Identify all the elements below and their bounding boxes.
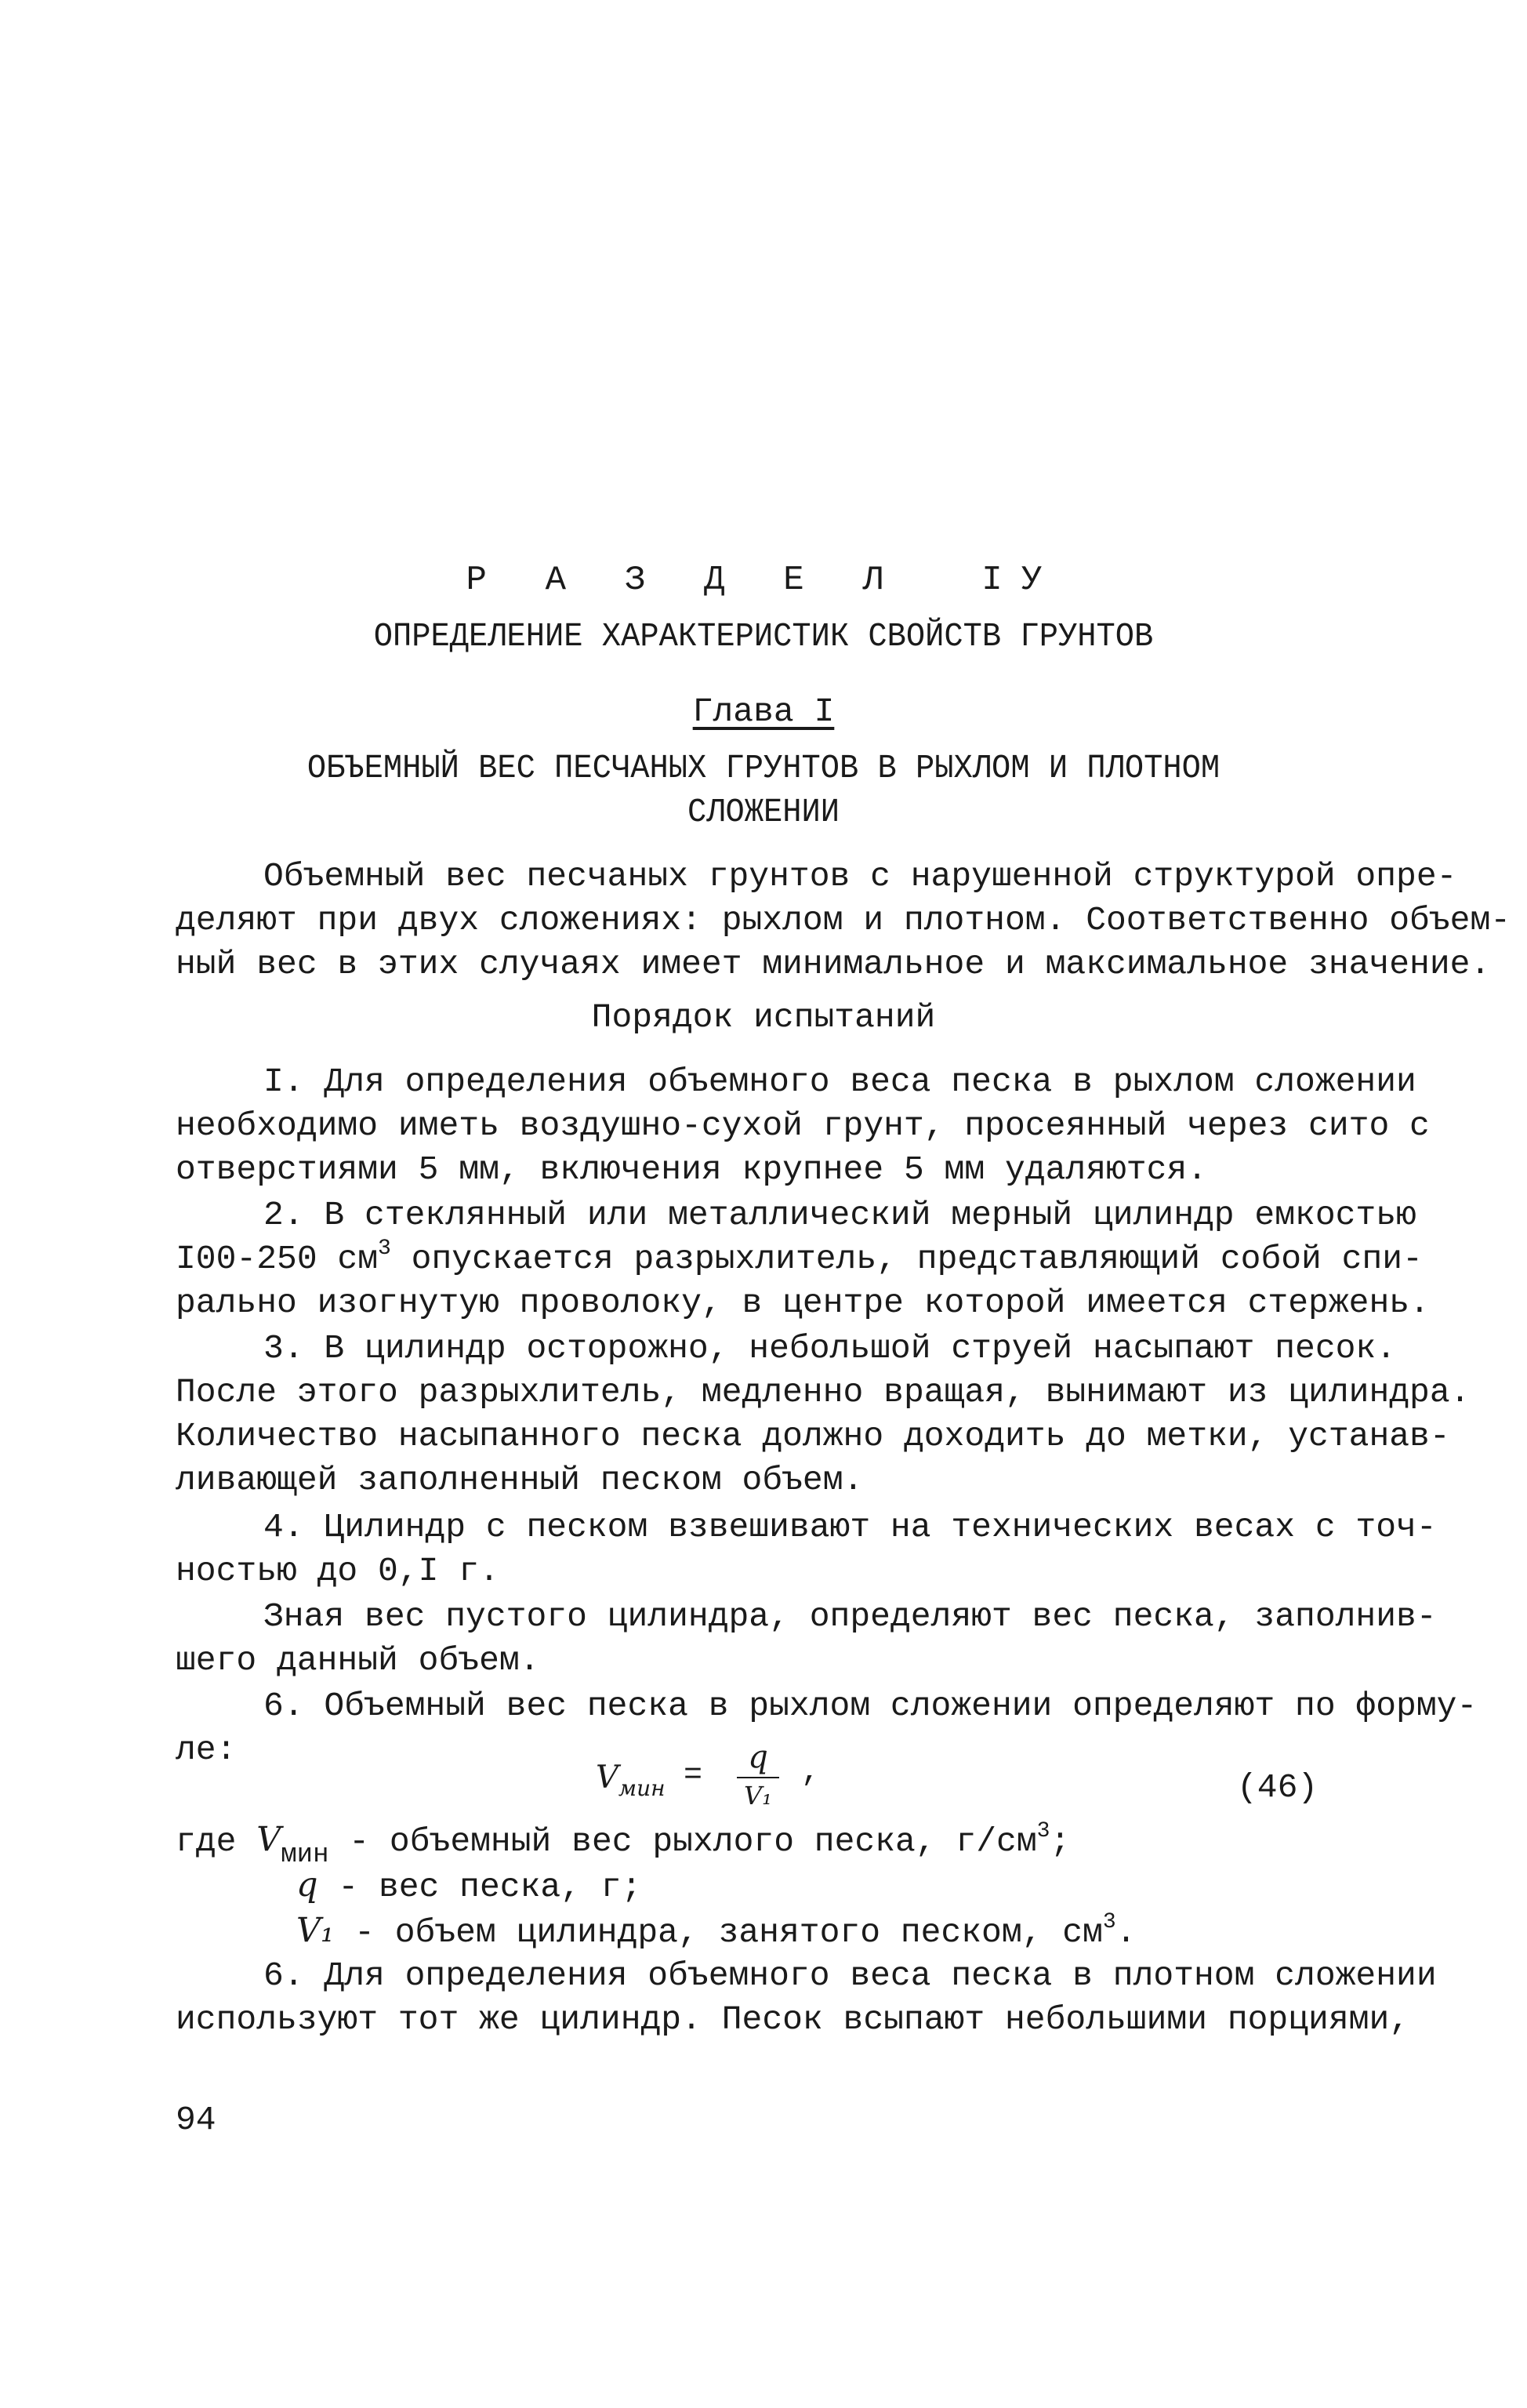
formula-equals: = [684,1758,703,1793]
formula-denominator: V₁ [744,1781,772,1811]
legend-v1-end: . [1115,1913,1137,1952]
legend-where: где [176,1822,257,1861]
formula-lhs-sub: мин [618,1775,666,1801]
step4-line2: ностью до 0,I г. [176,1552,499,1590]
step2-line3: рально изогнутую проволоку, в центре которой имеется стержень. [176,1284,1430,1322]
step3-line3: Количество насыпанного песка должно доходить до метки, устанав- [176,1417,1450,1455]
legend-line-v [176,1818,1351,1870]
step5-line2: шего данный объем. [176,1641,540,1680]
equation-number: (46) [1237,1768,1318,1807]
legend-v1-sup: 3 [1102,1910,1116,1934]
section-title: Р А З Д Е Л IУ [466,561,1061,600]
step6-line2: ле: [176,1731,237,1769]
step5-line1: Зная вес пустого цилиндра, определяют вес песка, заполнив- [263,1597,1437,1636]
chapter-label-text: Глава I [692,692,835,731]
legend-v1-symbol: V₁ [296,1911,335,1950]
legend-v-sup: 3 [1036,1819,1050,1843]
step6b-line2: используют тот же цилиндр. Песок всыпают небольшими порциями, [176,2000,1410,2039]
page-number: 94 [176,2101,216,2139]
legend-line-v1 [296,1909,1472,1952]
legend-q-symbol: q [296,1865,318,1905]
legend-v-sub: мин [281,1840,329,1870]
procedure-heading: Порядок испытаний [591,998,936,1037]
legend-v-symbol: V [256,1820,281,1859]
step2-line2 [176,1237,1423,1281]
legend-v-end: ; [1050,1822,1071,1861]
formula-46 [596,1739,925,1825]
formula-lhs [596,1760,666,1801]
step4-line1: 4. Цилиндр с песком взвешивают на технических весах с точ- [263,1508,1437,1546]
legend-v-desc: - объемный вес рыхлого песка, г/см [328,1822,1037,1861]
formula-fraction [731,1739,785,1811]
fraction-bar [737,1777,779,1778]
step2-line2-b: опускается разрыхлитель, представляющий собой спи- [390,1240,1423,1278]
chapter-title-line2: СЛОЖЕНИИ [687,793,840,831]
step1-line3: отверстиями 5 мм, включения крупнее 5 мм удаляются. [176,1150,1208,1189]
step1-line1: I. Для определения объемного веса песка в рыхлом сложении [263,1062,1416,1101]
formula-comma: , [801,1755,821,1790]
step2-line1: 2. В стеклянный или металлический мерный цилиндр емкостью [263,1196,1416,1234]
chapter-label [0,690,1527,734]
formula-numerator: q [748,1739,768,1775]
step2-line2-a: I00-250 см [176,1240,379,1278]
intro-line1: Объемный вес песчаных грунтов с нарушенной структурой опре- [263,857,1457,895]
chapter-title-line1: ОБЪЕМНЫЙ ВЕС ПЕСЧАНЫХ ГРУНТОВ В РЫХЛОМ И ПЛОТНОМ [306,749,1221,787]
legend-line-q [296,1863,1472,1907]
intro-line2: деляют при двух сложениях: рыхлом и плотном. Соответственно объем- [176,901,1511,939]
step3-line2: После этого разрыхлитель, медленно вращая, вынимают из цилиндра. [176,1373,1471,1411]
step3-line1: 3. В цилиндр осторожно, небольшой струей насыпают песок. [263,1329,1397,1367]
step6-line1: 6. Объемный вес песка в рыхлом сложении определяют по форму- [263,1687,1478,1725]
step1-line2: необходимо иметь воздушно-сухой грунт, просеянный через сито с [176,1106,1430,1145]
step2-line2-sup: 3 [378,1237,391,1261]
section-subtitle: ОПРЕДЕЛЕНИЕ ХАРАКТЕРИСТИК СВОЙСТВ ГРУНТОВ [373,617,1154,656]
step3-line4: ливающей заполненный песком объем. [176,1461,864,1499]
intro-line3: ный вес в этих случаях имеет минимальное и максимальное значение. [176,945,1491,983]
step6b-line1: 6. Для определения объемного веса песка в плотном сложении [263,1956,1437,1995]
legend-q-desc: - вес песка, г; [317,1868,642,1906]
formula-lhs-symbol: V [596,1760,618,1796]
legend-v1-desc: - объем цилиндра, занятого песком, см [334,1913,1103,1952]
